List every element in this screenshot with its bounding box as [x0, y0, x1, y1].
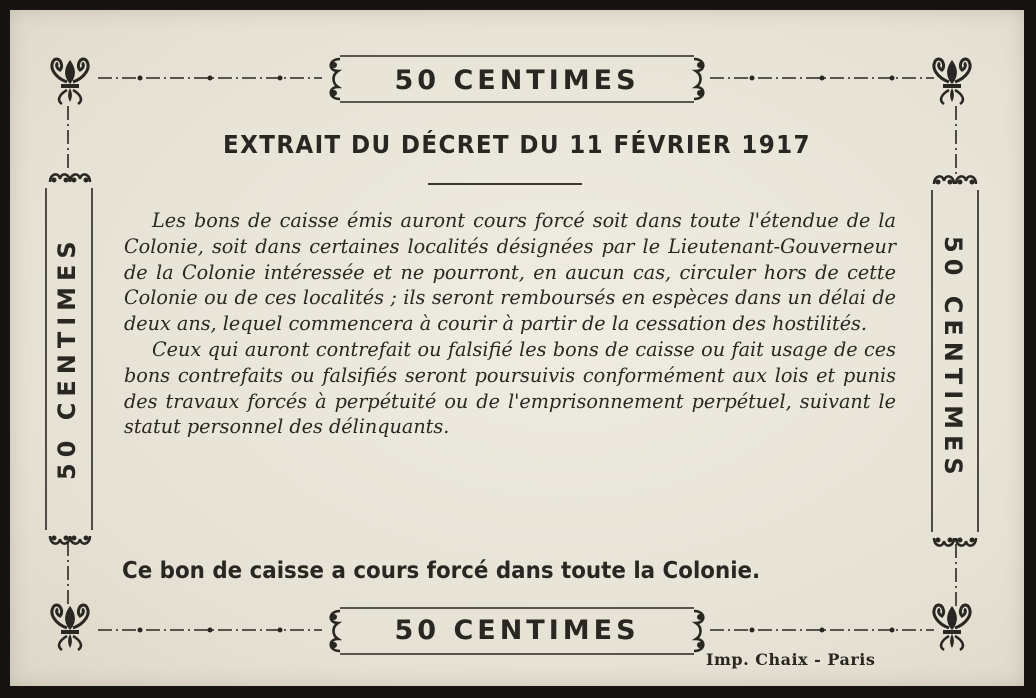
denomination-right: 50 CENTIMES	[939, 235, 967, 481]
decree-paragraph-2: Ceux qui auront contrefait ou falsifié les bons de caisse ou fait usage de ces bons contrefaits ou falsifiés seront poursuivis conformément aux lois et punis des travaux forcés à perpétuité ou de l'emprisonnement perpétuel, suivant le statut personnel des délinquants.	[124, 337, 896, 439]
denomination-bottom: 50 CENTIMES	[394, 614, 640, 646]
denomination-left: 50 CENTIMES	[53, 235, 81, 481]
denomination-top: 50 CENTIMES	[394, 64, 640, 96]
decree-paragraph-1: Les bons de caisse émis auront cours forcé soit dans toute l'étendue de la Colonie, soit dans certaines localités désignées par le Lieutenant-Gouverneur de la Colonie intéressée et ne pourront, en aucun cas, circuler hors de cette Colonie ou de ces localités ; ils seront remboursés en espèces dans un délai de deux ans, lequel commencera à courir à partir de la cessation des hostilités.	[124, 209, 896, 336]
legal-tender-statement: Ce bon de caisse a cours forcé dans toute la Colonie.	[122, 558, 761, 584]
decree-title: EXTRAIT DU DÉCRET DU 11 FÉVRIER 1917	[223, 130, 811, 159]
title-divider	[428, 183, 582, 185]
banknote-reverse	[10, 10, 1024, 686]
printer-credit: Imp. Chaix - Paris	[706, 650, 876, 669]
decree-text	[124, 208, 896, 440]
